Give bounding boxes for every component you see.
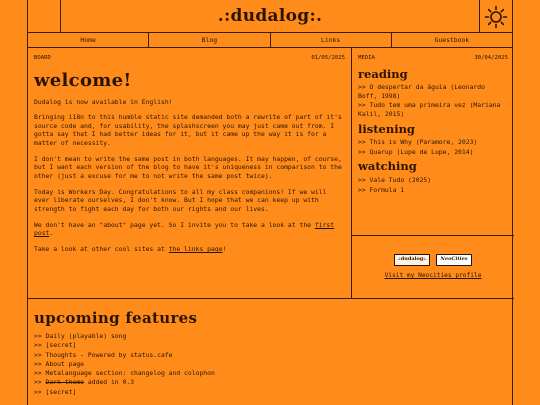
list-item: >> Thoughts - Powered by status.cafe [34,350,173,359]
media-listening [358,121,508,157]
list-item: >> Tudo tem uma primeira vez (Mariana Kalil, 2015) [358,101,501,118]
list-item: >> Formula 1 [358,185,405,194]
board-links-line [34,245,345,254]
watching-heading: watching [358,159,417,174]
media-date: 30/04/2025 [474,55,508,61]
board-panel [28,48,352,299]
neocities-profile-link[interactable]: Visit my Neocities profile [384,271,482,279]
list-item: >> Quarup (Lupe de Lupe, 2014) [358,147,474,156]
nav-links[interactable]: Links [271,33,392,47]
board-paragraph-4: Today is Workers Day. Congratulations to all my class companions! If we will ever liberate ourselves, I don't know. But I hope that we can keep up with strength to fight each day for both our rights and our lives. [34,187,327,213]
list-item: >> Vale Tudo (2025) [358,175,432,184]
board-about-line [34,221,345,238]
list-item: >> About page [34,359,85,368]
reading-heading: reading [358,66,408,81]
list-item: >> This is Why (Paramore, 2023) [358,138,478,147]
listening-heading: listening [358,121,415,136]
dudalog-badge[interactable]: .:dudalog:. [394,254,430,266]
features-list [34,332,506,397]
features-panel [28,299,512,405]
media-header [358,55,508,63]
list-item: >> [secret] [34,387,77,396]
badges-panel [352,236,514,299]
sun-icon[interactable] [484,5,508,29]
header-left-box [28,0,61,33]
features-heading: upcoming features [34,309,198,327]
list-item: >> Metalanguage section: changelog and colophon [34,369,215,378]
media-watching [358,161,508,194]
media-panel [352,48,514,236]
nav-blog[interactable]: Blog [149,33,270,47]
site-title[interactable]: .:dudalog:. [217,6,323,27]
board-label: BOARD [34,55,51,61]
links-page-link[interactable]: the links page [168,244,223,253]
list-item: >> [secret] [34,341,77,350]
main-nav [28,33,512,48]
header-right-box[interactable] [479,0,512,33]
list-item: >> O despertar da águia (Leonardo Boff, 1998) [358,83,485,100]
nav-guestbook[interactable]: Guestbook [434,35,470,44]
badge-row [394,254,472,266]
site-header [28,0,512,33]
about-end: . [49,229,54,238]
board-paragraph-1: Dudalog is now available in English! [34,97,173,106]
first-post-link[interactable]: first post [34,220,335,238]
board-paragraph-2: Bringing i18n to this humble static site demanded both a rewrite of part of it's source code and, for usability, the splashscreen you may just came out from. I gotta say that I had better ideas for it, but it came up the way it is for a matter of necessity. [34,113,342,148]
list-item: >> Daily (playable) song [34,332,127,340]
page-frame [27,0,513,405]
neocities-badge[interactable]: NeoCities [436,254,472,266]
board-date: 01/05/2025 [311,55,345,61]
nav-home[interactable]: Home [28,33,149,47]
list-item: >> Dark theme added in 0.3 [34,378,135,387]
about-text: We don't have an "about" page yet. So I invite you to take a look at the [34,220,315,229]
board-header [34,55,345,63]
links-end: ! [222,244,227,253]
board-paragraph-3: I don't mean to write the same post in both languages. It may happen, of course, but I want each version of the blog to have it's uniqueness in comparison to the other (just a excuse for me to not write the same post twice). [34,154,342,181]
media-label: MEDIA [358,55,375,61]
links-text: Take a look at other cool sites at [34,244,169,253]
media-reading [358,66,508,119]
board-heading: welcome! [34,69,132,91]
